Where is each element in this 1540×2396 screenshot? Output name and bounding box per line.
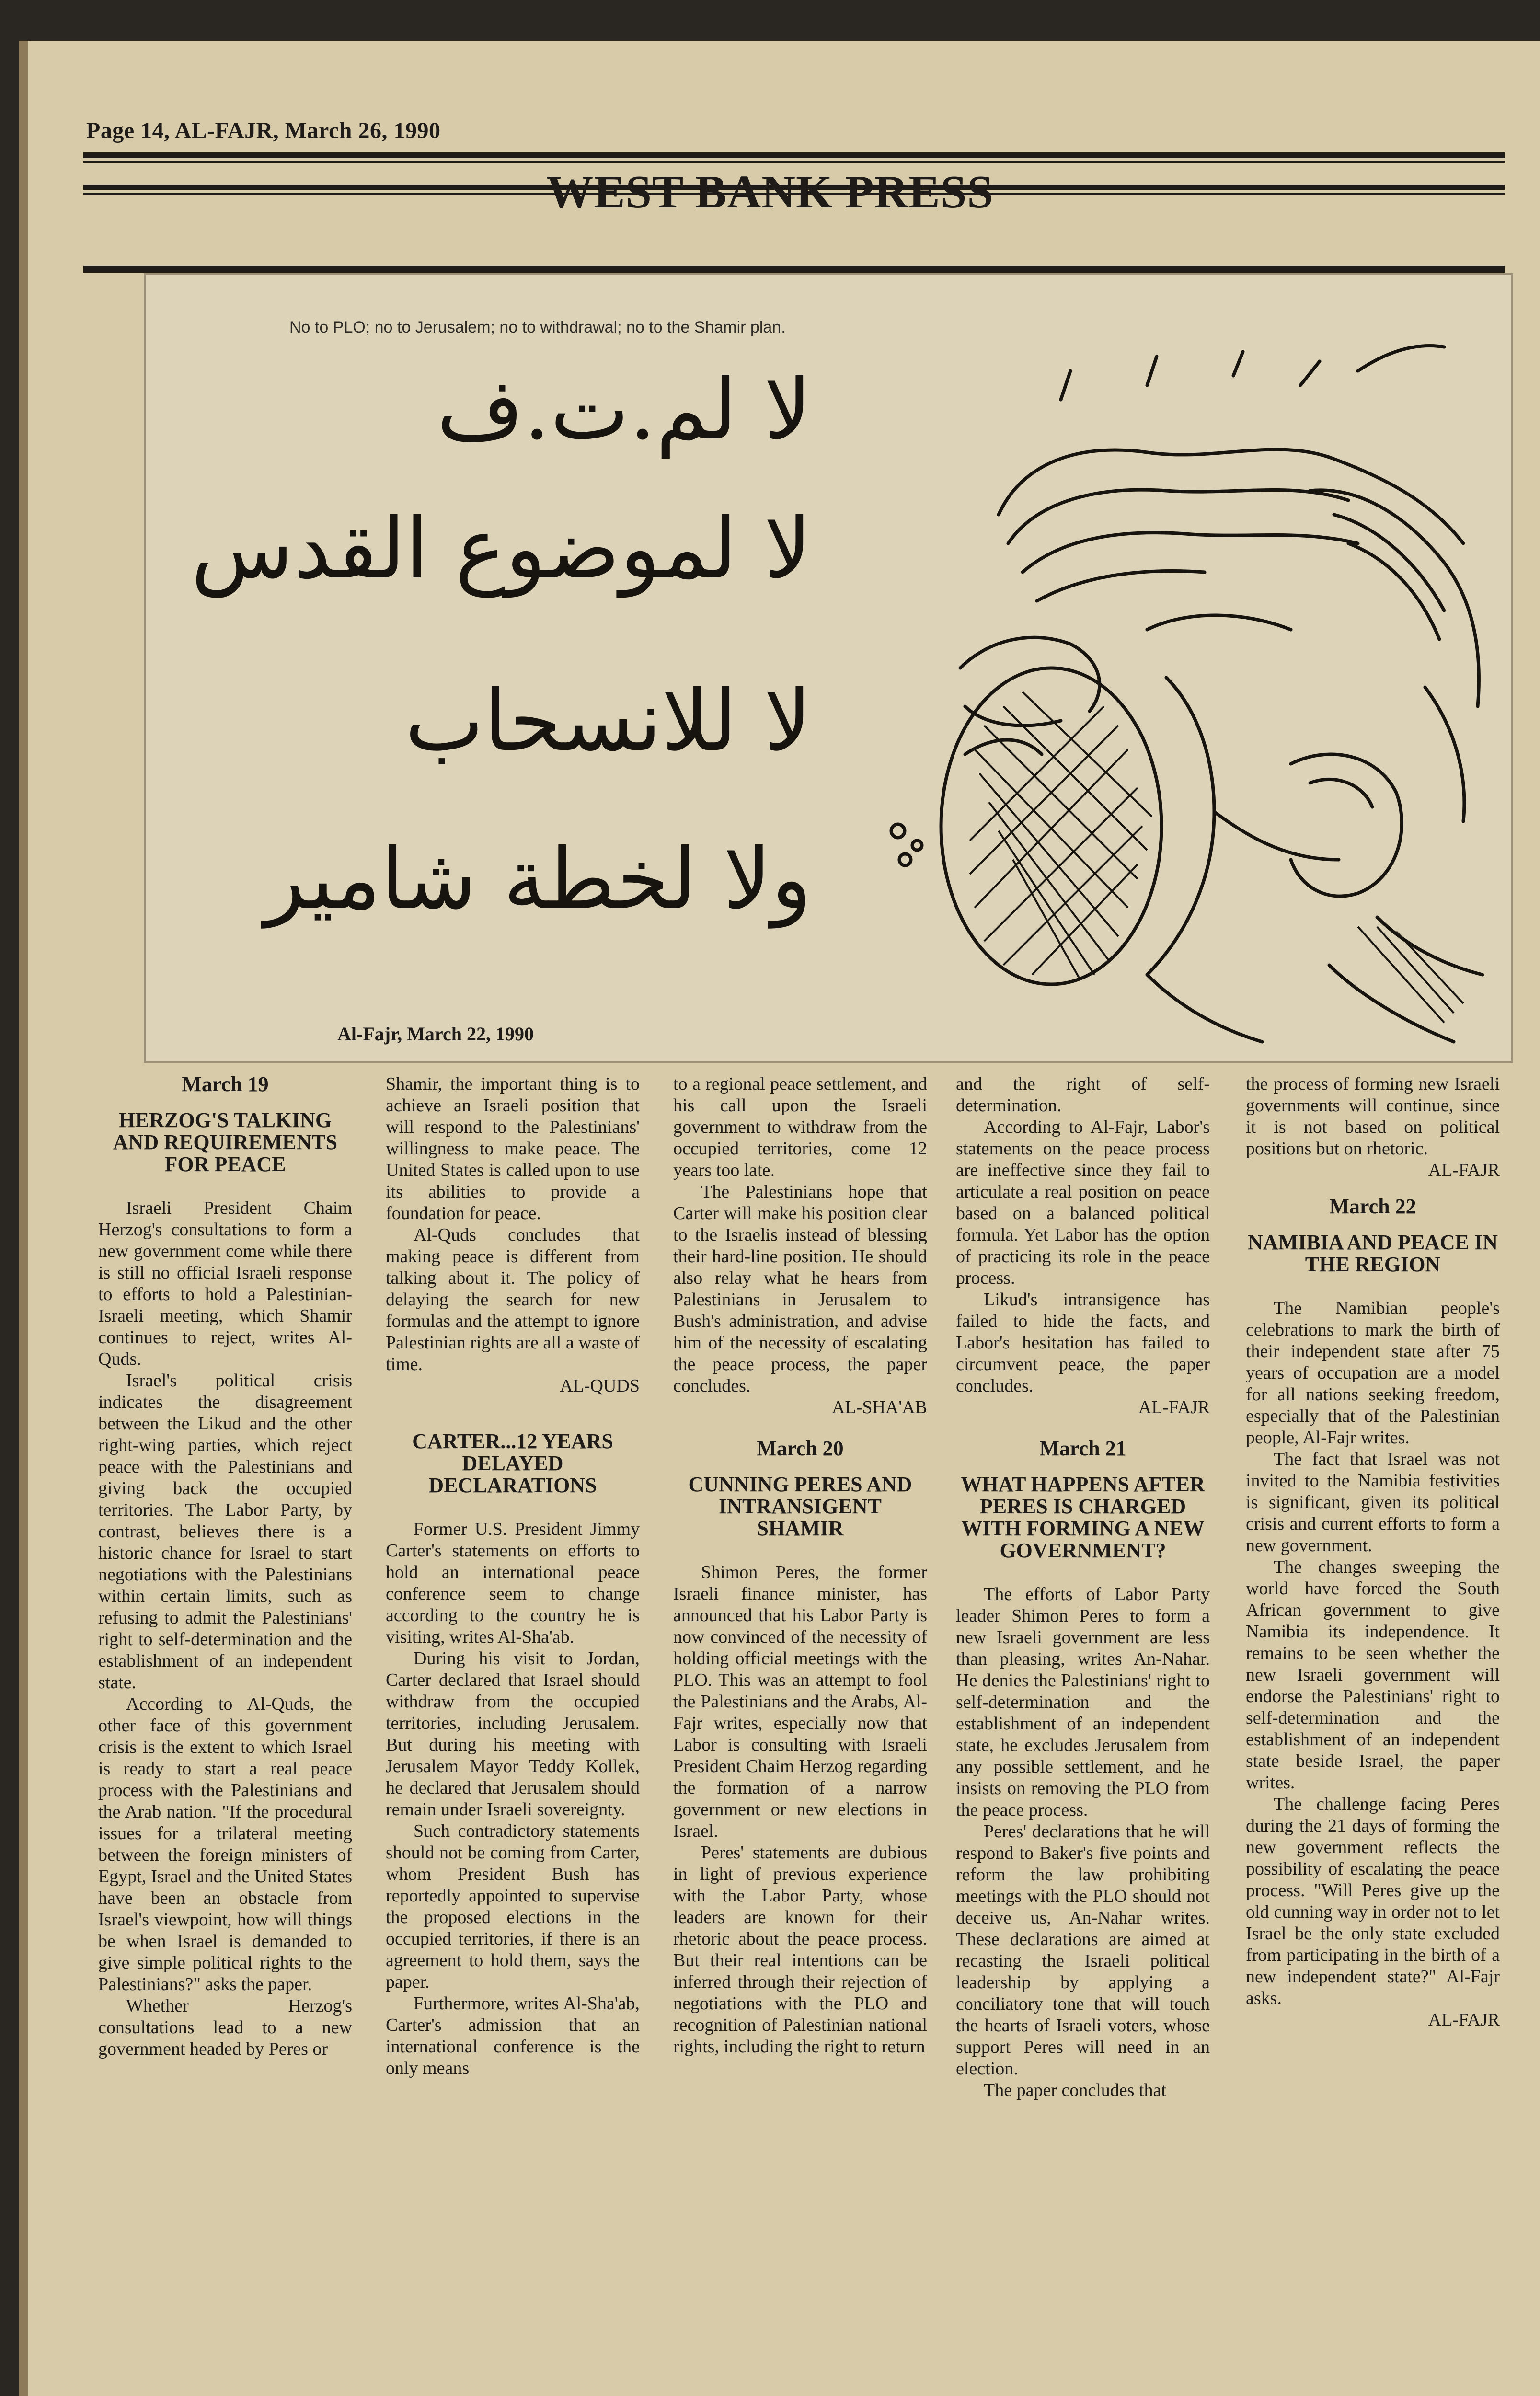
paragraph: Israeli President Chaim Herzog's consultations to form a new government come while there is still no official Israeli response to efforts to hold a Palestinian-Israeli meeting, which Shamir continues to reject, writes Al-Quds. (98, 1198, 352, 1369)
arabic-line-3: لا للانسحاب (404, 673, 812, 770)
paragraph: Peres' statements are dubious in light of previous experience with the Labor Party, whose leaders are known for their rhetoric about the peace process. But their real intentions can be inferred through their rejection of negotiations with the PLO and recognition of Palestinian national rights, including the right to return (673, 1843, 927, 2057)
paragraph: Whether Herzog's consultations lead to a new government headed by Peres or (98, 1996, 352, 2059)
column-1 (98, 1073, 352, 2060)
paragraph: The Namibian people's celebrations to mark the birth of their independent state after 75 years of occupation are a model for all nations seeking freedom, especially that of the Palestinian people, Al-Fajr writes. (1246, 1298, 1500, 1448)
source-signature: AL-FAJR (1428, 2010, 1500, 2030)
paragraph: The challenge facing Peres during the 21 days of forming the new government reflects the possibility of escalating the peace process. "Will Peres give up the old cunning way in order not to let Israel be the only state excluded from participating in the birth of a new independent state?" Al-Fajr asks. (1246, 1794, 1500, 2008)
source-signature: AL-FAJR (1428, 1160, 1500, 1180)
paragraph: Shamir, the important thing is to achieve an Israeli position that will respond to the Palestinians' willingness to make peace. The United States is called upon to use its abilities to provide a foundation for peace. (386, 1074, 640, 1223)
headline-namibia: NAMIBIA AND PEACE IN THE REGION (1248, 1231, 1498, 1276)
date-heading: March 19 (182, 1072, 269, 1096)
paragraph: During his visit to Jordan, Carter declared that Israel should withdraw from the occupied territories, including Jerusalem. But during his meeting with Jerusalem Mayor Teddy Kollek, he declared that Jerusalem should remain under Israeli sovereignty. (386, 1648, 640, 1820)
top-rule-thick (83, 152, 1505, 158)
top-rule-thin (83, 161, 1505, 163)
paragraph: According to Al-Fajr, Labor's statements on the peace process are ineffective since they fail to articulate a real position on peace based on a balanced political formula. Yet Labor has the option of practicing its role in the peace process. (956, 1117, 1210, 1288)
column-5 (1246, 1073, 1500, 2031)
paragraph: The paper concludes that (984, 2080, 1166, 2100)
paragraph: Peres' declarations that he will respond to Baker's five points and reform the law prohibiting meetings with the PLO should not deceive us, An-Nahar writes. These declarations are aimed at recasting the Israeli political leadership by applying a conciliatory tone that will touch the hearts of Israeli voters, whose support Peres will need in an election. (956, 1821, 1210, 2079)
paragraph: According to Al-Quds, the other face of this government crisis is the extent to which Israel is ready to start a real peace process with the Palestinians and the Arab nation. "If the procedural issues for a trilateral meeting between the foreign ministers of Egypt, Israel and the United States have been an obstacle from Israel's viewpoint, how will things be when Israel is demanded to give simple political rights to the Palestinians?" asks the paper. (98, 1694, 352, 1994)
paragraph: Former U.S. President Jimmy Carter's statements on efforts to hold an international peace conference seem to change according to the country he is visiting, writes Al-Sha'ab. (386, 1519, 640, 1647)
paragraph: Such contradictory statements should not be coming from Carter, whom President Bush has reportedly appointed to supervise the proposed elections in the occupied territories, if there is an agreement to hold them, says the paper. (386, 1821, 640, 1992)
column-4 (956, 1073, 1210, 2101)
shamir-caricature (879, 342, 1502, 1051)
arabic-line-4: ولا لخطة شامير (264, 831, 812, 928)
paragraph: the process of forming new Israeli governments will continue, since it is not based on political positions but on rhetoric. (1246, 1074, 1500, 1159)
date-heading: March 21 (1039, 1437, 1126, 1460)
section-rule (83, 266, 1505, 273)
cartoon-credit: Al-Fajr, March 22, 1990 (337, 1023, 534, 1045)
source-signature: AL-FAJR (1138, 1397, 1210, 1417)
arabic-line-2: لا لموضوع القدس (191, 500, 812, 598)
source-signature: AL-QUDS (560, 1376, 640, 1396)
paragraph: and the right of self-determination. (956, 1074, 1210, 1116)
headline-herzog: HERZOG'S TALKING AND REQUIREMENTS FOR PEACE (113, 1108, 338, 1176)
source-signature: AL-SHA'AB (832, 1397, 927, 1417)
paragraph: Likud's intransigence has failed to hide the facts, and Labor's hesitation has failed to circumvent peace, the paper concludes. (956, 1290, 1210, 1396)
arabic-line-1: لا لم.ت.ف (437, 361, 812, 459)
page-header: Page 14, AL-FAJR, March 26, 1990 (86, 118, 441, 143)
paragraph: to a regional peace settlement, and his call upon the Israeli government to withdraw from the occupied territories, come 12 years too late. (673, 1074, 927, 1180)
paragraph: Al-Quds concludes that making peace is different from talking about it. The policy of delaying the search for new formulas and the attempt to ignore Palestinian rights are all a waste of time. (386, 1225, 640, 1374)
paragraph: Israel's political crisis indicates the disagreement between the Likud and the other right-wing parties, which reject peace with the Palestinians and giving back the occupied territories. The Labor Party, by contrast, believes there is a historic chance for Israel to start negotiations with the Palestinians within certain limits, such as refusing to admit the Palestinians' right to self-determination and the establishment of an independent state. (98, 1371, 352, 1693)
date-heading: March 20 (757, 1437, 844, 1460)
paragraph: The changes sweeping the world have forced the South African government to give Namibia its independence. It remains to be seen whether the new Israeli government will endorse the Palestinians' right to self-determination and the establishment of an independent state beside Israel, the paper writes. (1246, 1557, 1500, 1793)
column-3 (673, 1073, 927, 2058)
paragraph: The Palestinians hope that Carter will make his position clear to the Israelis instead of blessing their hard-line position. He should also relay what he hears from Palestinians in Jerusalem to Bush's administration, and advise him of the necessity of escalating the peace process, the paper concludes. (673, 1182, 927, 1396)
paragraph: Furthermore, writes Al-Sha'ab, Carter's admission that an international conference is the only means (386, 1993, 640, 2078)
paragraph: Shimon Peres, the former Israeli finance minister, has announced that his Labor Party is now convinced of the necessity of holding official meetings with the PLO. This was an attempt to fool the Palestinians and the Arabs, Al-Fajr writes, especially now that Labor is consulting with Israeli President Chaim Herzog regarding the formation of a narrow government or new elections in Israel. (673, 1562, 927, 1841)
headline-peres-shamir: CUNNING PERES AND INTRANSIGENT SHAMIR (688, 1473, 912, 1540)
cartoon-caption: No to PLO; no to Jerusalem; no to withdrawal; no to the Shamir plan. (289, 318, 786, 336)
date-heading: March 22 (1329, 1195, 1416, 1218)
column-2 (386, 1073, 640, 2079)
headline-after-peres: WHAT HAPPENS AFTER PERES IS CHARGED WITH FORMING A NEW GOVERNMENT? (961, 1473, 1205, 1562)
headline-carter: CARTER...12 YEARS DELAYED DECLARATIONS (412, 1429, 613, 1497)
cartoon (144, 273, 1513, 1063)
paragraph: The fact that Israel was not invited to the Namibia festivities is significant, given its political crisis and current efforts to form a new government. (1246, 1449, 1500, 1555)
paragraph: The efforts of Labor Party leader Shimon Peres to form a new Israeli government are less than pleasing, writes An-Nahar. He denies the Palestinians' right to self-determination and the establishment of an independent state, he excludes Jerusalem from any possible settlement, and he insists on removing the PLO from the peace process. (956, 1584, 1210, 1820)
section-title: WEST BANK PRESS (546, 166, 994, 218)
